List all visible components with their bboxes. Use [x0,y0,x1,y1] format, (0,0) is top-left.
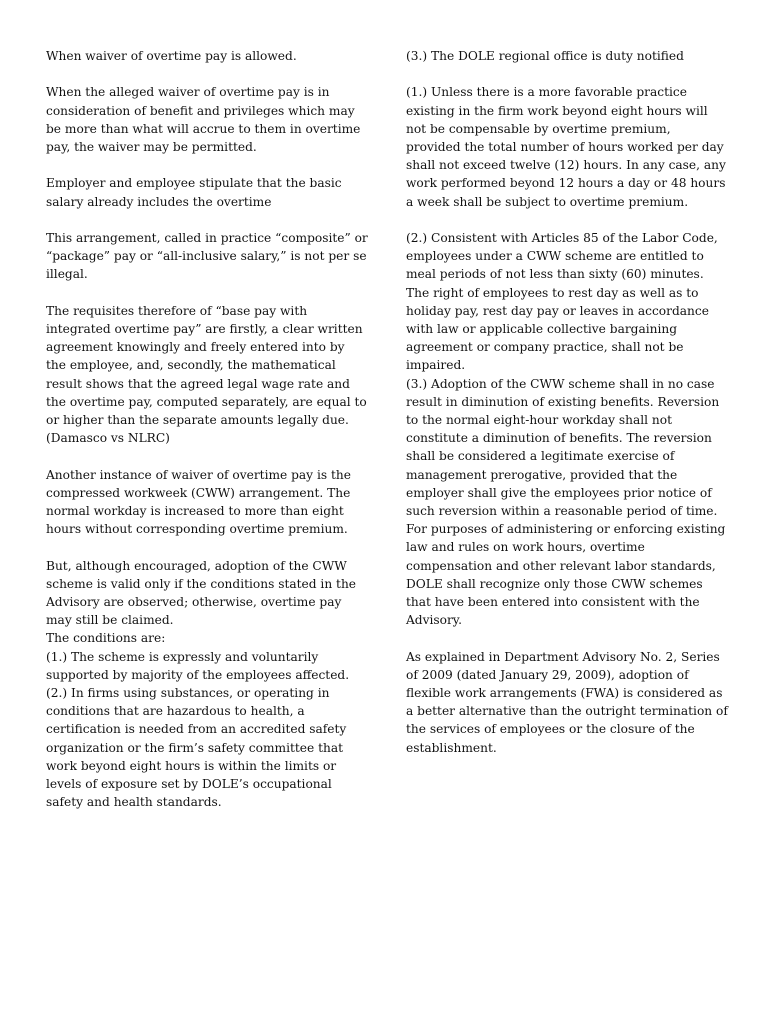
paragraph: When waiver of overtime pay is allowed. [46,49,297,63]
paragraph: This arrangement, called in practice “composite” or “package” pay or “all-inclusive salary,” is not per se illegal. [46,230,368,282]
paragraph: (3.) Adoption of the CWW scheme shall in no case result in diminution of existing benefits. Reversion to the normal eight-hour workday shall not constitute a diminution of benefits. The reversion shall be considered a legitimate exercise of management prerogative, provided that the employer shall give the employees prior notice of such reversion within a reasonable period of time. [406,376,720,519]
paragraph: (2.) Consistent with Articles 85 of the Labor Code, employees under a CWW scheme are entitled to meal periods of not less than sixty (60) minutes. The right of employees to rest day as well as to holiday pay, rest day pay or leaves in accordance with law or applicable collective bargaining agreement or company practice, shall not be impaired. [406,231,718,373]
paragraph: The conditions are: [46,631,166,646]
right-column [406,47,728,757]
paragraph: (1.) Unless there is a more favorable practice existing in the firm work beyond eight hours will not be compensable by overtime premium, provided the total number of hours worked per day shall not exceed twelve (12) hours. In any case, any work performed beyond 12 hours a day or 48 hours a week shall be subject to overtime premium. [406,85,726,209]
paragraph: Another instance of waiver of overtime pay is the compressed workweek (CWW) arrangement. The normal workday is increased to more than eight hours without corresponding overtime premium. [46,467,351,537]
paragraph: The requisites therefore of “base pay with integrated overtime pay” are firstly, a clear written agreement knowingly and freely entered into by the employee, and, secondly, the mathematical result shows that the agreed legal wage rate and the overtime pay, computed separately, are equal to or higher than the separate amounts legally due. (Damasco vs NLRC) [46,303,367,446]
paragraph: (3.) The DOLE regional office is duty notified [406,49,684,63]
paragraph: When the alleged waiver of overtime pay is in consideration of benefit and privileges which may be more than what will accrue to them in overtime pay, the waiver may be permitted. [46,85,361,154]
paragraph: But, although encouraged, adoption of the CWW scheme is valid only if the conditions stated in the Advisory are observed; otherwise, overtime pay may still be claimed. [46,558,357,628]
left-column [46,47,368,811]
paragraph: Employer and employee stipulate that the basic salary already includes the overtime [46,176,342,209]
paragraph: (1.) The scheme is expressly and voluntarily supported by majority of the employees affected. [46,649,350,682]
paragraph: For purposes of administering or enforcing existing law and rules on work hours, overtime compensation and other relevant labor standards, DOLE shall recognize only those CWW schemes that have been entered into consistent with the Advisory. [406,522,726,628]
paragraph: As explained in Department Advisory No. 2, Series of 2009 (dated January 29, 2009), adoption of flexible work arrangements (FWA) is considered as a better alternative than the outright termination of the services of employees or the closure of the establishment. [406,649,728,755]
paragraph: (2.) In firms using substances, or operating in conditions that are hazardous to health, a certification is needed from an accredited safety organization or the firm’s safety committee that work beyond eight hours is within the limits or levels of exposure set by DOLE’s occupational safety and health standards. [46,686,347,810]
